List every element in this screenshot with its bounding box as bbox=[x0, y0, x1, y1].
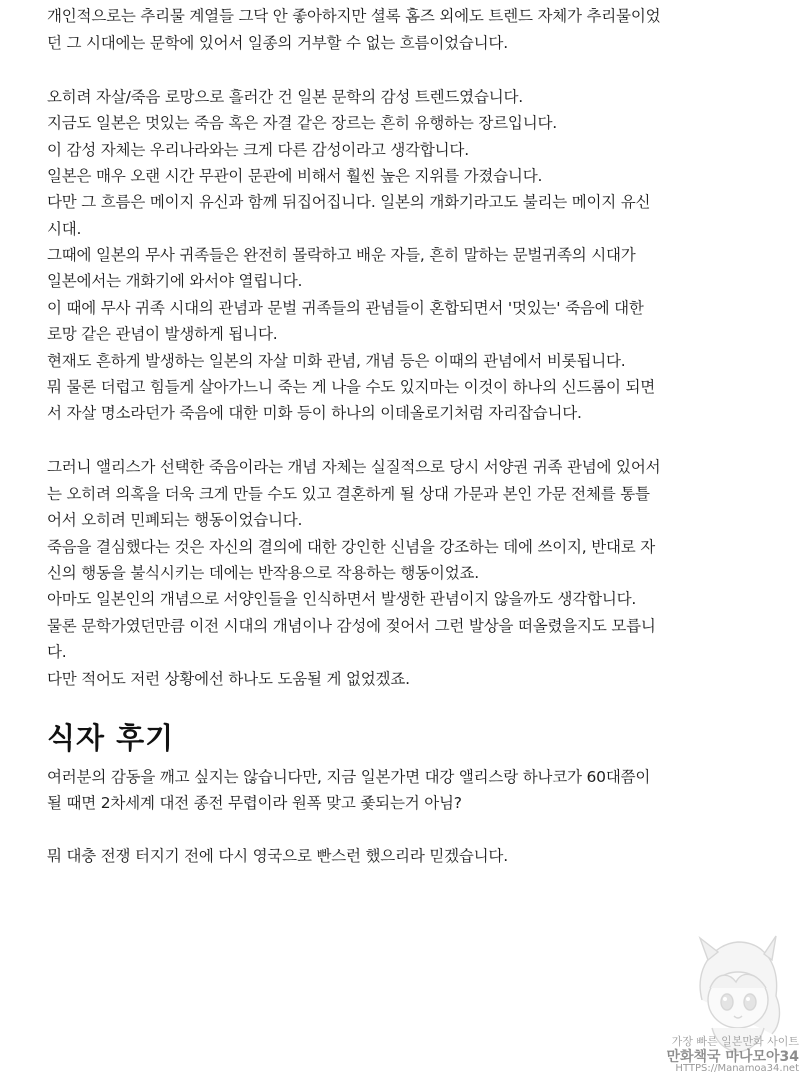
text-line: 될 때면 2차세계 대전 종전 무렵이라 원폭 맞고 죷되는거 아님? bbox=[47, 794, 462, 812]
text-line: 던 그 시대에는 문학에 있어서 일종의 거부할 수 없는 흐름이었습니다. bbox=[47, 34, 508, 52]
text-line: 다만 그 흐름은 메이지 유신과 함께 뒤집어집니다. 일본의 개화기라고도 불리는 메이지 유신 bbox=[47, 193, 651, 211]
text-line: 이 감성 자체는 우리나라와는 크게 다른 감성이라고 생각합니다. bbox=[47, 141, 469, 159]
text-line: 일본은 매우 오랜 시간 무관이 문관에 비해서 훨씬 높은 지위를 가졌습니다. bbox=[47, 167, 543, 185]
text-line: 그때에 일본의 무사 귀족들은 완전히 몰락하고 배운 자들, 흔히 말하는 문벌귀족의 시대가 bbox=[47, 246, 636, 264]
text-line: 시대. bbox=[47, 220, 82, 238]
text-line: 그러니 앨리스가 선택한 죽음이라는 개념 자체는 실질적으로 당시 서양권 귀족 관념에 있어서 bbox=[47, 458, 661, 476]
text-line: 지금도 일본은 멋있는 죽음 혹은 자결 같은 장르는 흔히 유행하는 장르입니다. bbox=[47, 114, 557, 132]
watermark-site-name: 만화책국 마나모아34 bbox=[666, 1049, 799, 1065]
watermark-tagline: 가장 빠른 일본만화 사이트 bbox=[671, 1035, 799, 1048]
watermark-url: HTTPS://Manamoa34.net bbox=[675, 1063, 799, 1074]
text-line: 아마도 일본인의 개념으로 서양인들을 인식하면서 발생한 관념이지 않을까도 생각합니다. bbox=[47, 590, 637, 608]
text-line: 죽음을 결심했다는 것은 자신의 결의에 대한 강인한 신념을 강조하는 데에 쓰이지, 반대로 자 bbox=[47, 538, 656, 556]
text-line: 뭐 물론 더럽고 힘들게 살아가느니 죽는 게 나을 수도 있지마는 이것이 하나의 신드롬이 되면 bbox=[47, 378, 656, 396]
text-line: 오히려 자살/죽음 로망으로 흘러간 건 일본 문학의 감성 트렌드였습니다. bbox=[47, 88, 523, 106]
section-heading: 식자 후기 bbox=[47, 721, 175, 755]
text-line: 뭐 대충 전쟁 터지기 전에 다시 영국으로 빤스런 했으리라 믿겠습니다. bbox=[47, 847, 508, 865]
text-line: 현재도 흔하게 발생하는 일본의 자살 미화 관념, 개념 등은 이때의 관념에서 비롯됩니다. bbox=[47, 352, 626, 370]
text-line: 여러분의 감동을 깨고 싶지는 않습니다만, 지금 일본가면 대강 앨리스랑 하나코가 60대쯤이 bbox=[47, 768, 651, 786]
text-line: 물론 문학가였던만큼 이전 시대의 개념이나 감성에 젖어서 그런 발상을 떠올렸을지도 모릅니 bbox=[47, 617, 656, 635]
text-line: 어서 오히려 민폐되는 행동이었습니다. bbox=[47, 511, 303, 529]
text-line: 개인적으로는 추리물 계열들 그닥 안 좋아하지만 셜록 홈즈 외에도 트렌드 자체가 추리물이었 bbox=[47, 7, 661, 25]
text-line: 다. bbox=[47, 643, 67, 661]
text-line: 서 자살 명소라던가 죽음에 대한 미화 등이 하나의 이데올로기처럼 자리잡습니다. bbox=[47, 404, 582, 422]
text-line: 다만 적어도 저런 상황에선 하나도 도움될 게 없었겠죠. bbox=[47, 670, 410, 688]
text-line: 이 때에 무사 귀족 시대의 관념과 문벌 귀족들의 관념들이 혼합되면서 '멋있는' 죽음에 대한 bbox=[47, 299, 644, 317]
text-line: 신의 행동을 불식시키는 데에는 반작용으로 작용하는 행동이었죠. bbox=[47, 564, 479, 582]
text-line: 는 오히려 의혹을 더욱 크게 만들 수도 있고 결혼하게 될 상대 가문과 본인 가문 전체를 통틀 bbox=[47, 485, 650, 503]
text-line: 일본에서는 개화기에 와서야 열립니다. bbox=[47, 272, 303, 290]
text-line: 로망 같은 관념이 발생하게 됩니다. bbox=[47, 325, 278, 343]
